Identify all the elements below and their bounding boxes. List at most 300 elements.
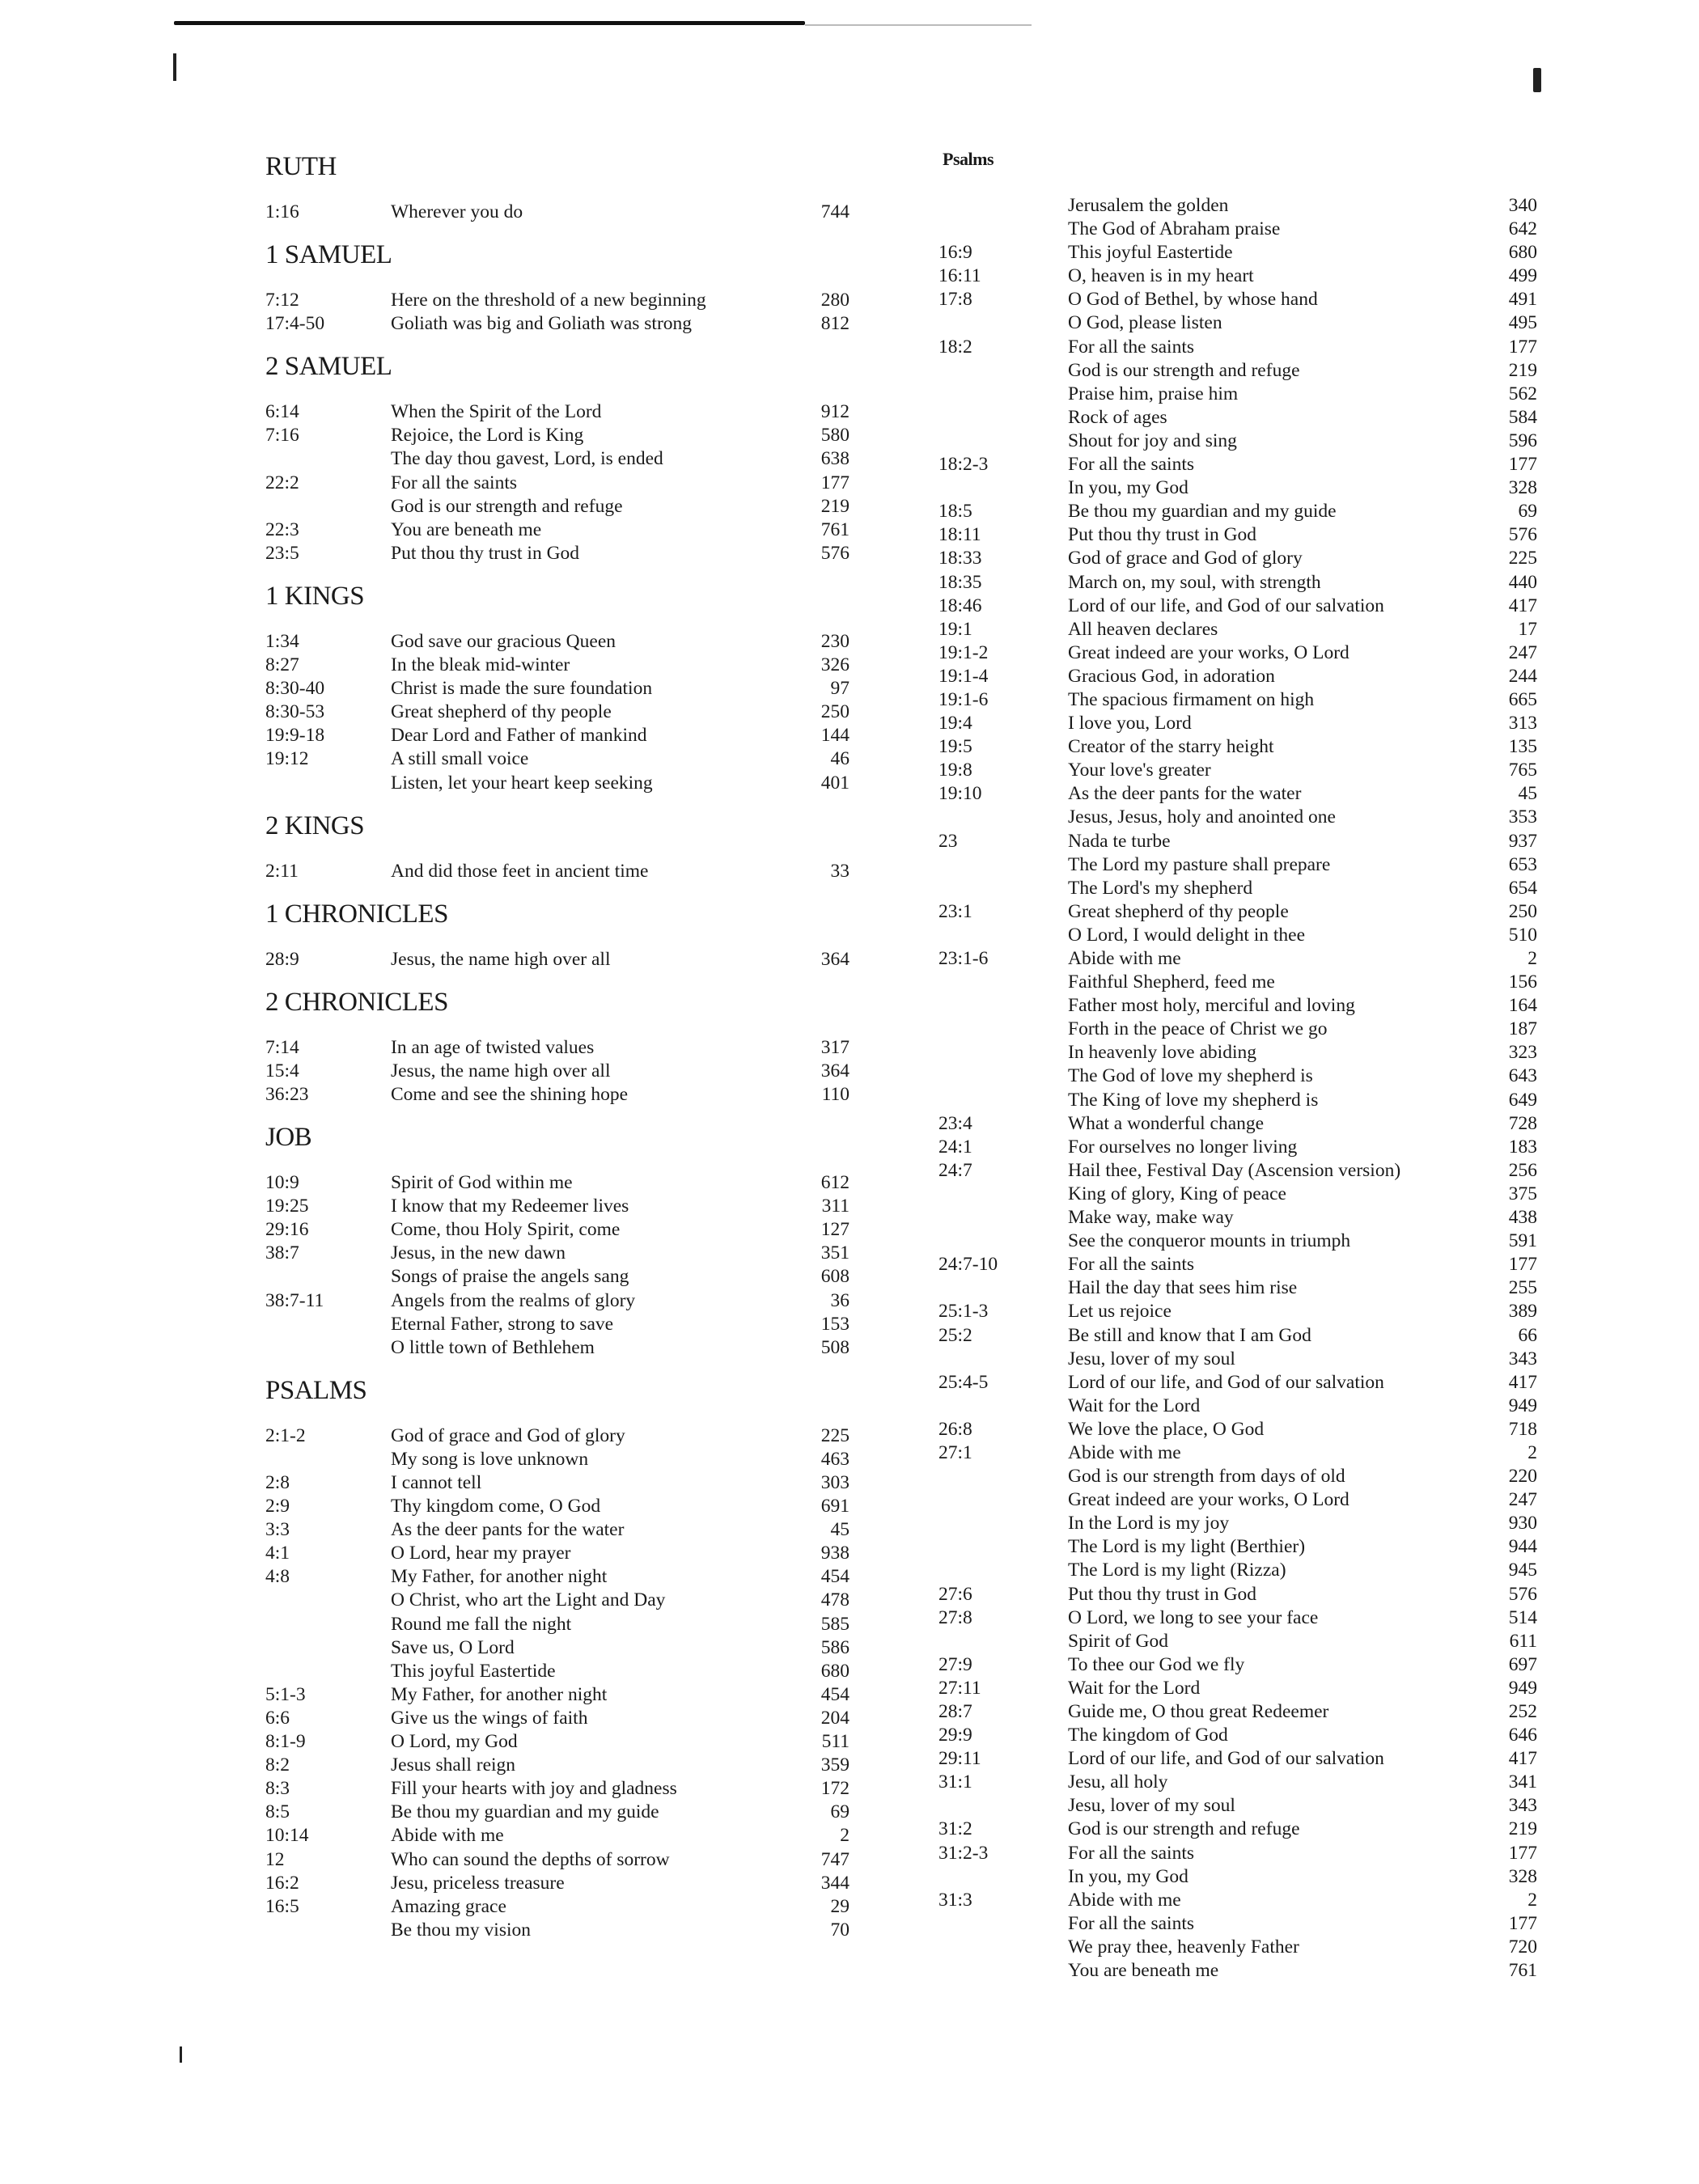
hymn-number: 596: [1508, 430, 1537, 451]
scripture-ref: 27:9: [938, 1653, 972, 1675]
hymn-title: Jesus shall reign: [391, 1754, 516, 1776]
hymn-number: 244: [1508, 665, 1537, 687]
hymn-number: 328: [1508, 1865, 1537, 1887]
hymn-number: 576: [820, 542, 850, 564]
scripture-ref: 5:1-3: [265, 1683, 306, 1705]
index-row: [265, 1589, 864, 1612]
hymn-number: 156: [1508, 971, 1537, 993]
hymn-title: As the deer pants for the water: [391, 1519, 625, 1541]
hymn-title: O Christ, who art the Light and Day: [391, 1589, 666, 1611]
hymn-title: This joyful Eastertide: [391, 1660, 556, 1682]
hymn-title: Round me fall the night: [391, 1613, 572, 1635]
scripture-ref: 19:25: [265, 1196, 309, 1217]
hymn-title: In you, my God: [1068, 477, 1188, 499]
hymn-number: 97: [830, 678, 850, 700]
hymn-title: Lord of our life, and God of our salvation: [1068, 1748, 1384, 1770]
hymn-number: 646: [1508, 1725, 1537, 1746]
hymn-number: 945: [1508, 1560, 1537, 1581]
index-row: [265, 495, 864, 518]
scripture-ref: 16:5: [265, 1895, 299, 1917]
hymn-title: Spirit of God: [1068, 1630, 1169, 1652]
index-row: [265, 1060, 864, 1083]
scripture-ref: 25:1-3: [938, 1301, 989, 1323]
hymn-number: 351: [820, 1242, 850, 1264]
index-row: [938, 665, 1553, 688]
hymn-number: 230: [820, 630, 850, 652]
scripture-ref: 18:33: [938, 548, 982, 569]
index-row: [938, 523, 1553, 547]
index-row: [265, 312, 864, 336]
hymn-number: 491: [1508, 289, 1537, 311]
index-row: [265, 677, 864, 700]
hymn-number: 478: [820, 1589, 850, 1611]
index-row: [265, 289, 864, 312]
index-row: [265, 654, 864, 677]
hymn-number: 328: [1508, 477, 1537, 499]
index-row: [938, 218, 1553, 241]
index-row: [938, 1936, 1553, 1959]
index-row: [938, 1089, 1553, 1112]
hymn-number: 313: [1508, 713, 1537, 734]
index-row: [265, 1218, 864, 1242]
hymn-number: 317: [820, 1036, 850, 1058]
hymn-number: 70: [830, 1919, 850, 1941]
book-section: [265, 239, 864, 336]
hymn-number: 375: [1508, 1183, 1537, 1204]
hymn-title: For all the saints: [1068, 336, 1194, 358]
hymn-title: Abide with me: [1068, 1889, 1181, 1911]
index-row: [938, 971, 1553, 994]
hymn-title: God save our gracious Queen: [391, 630, 616, 652]
index-row: [265, 1495, 864, 1518]
scripture-ref: 29:9: [938, 1725, 972, 1746]
hymn-title: Angels from the realms of glory: [391, 1289, 636, 1311]
hymn-number: 584: [1508, 406, 1537, 428]
scripture-ref: 19:4: [938, 713, 972, 734]
index-row: [938, 288, 1553, 311]
scripture-ref: 19:12: [265, 748, 309, 770]
hymn-title: For ourselves no longer living: [1068, 1136, 1298, 1158]
index-row: [938, 1818, 1553, 1841]
scripture-ref: 8:30-53: [265, 701, 325, 723]
index-row: [938, 241, 1553, 265]
hymn-title: Gracious God, in adoration: [1068, 665, 1275, 687]
scripture-ref: 16:11: [938, 265, 981, 287]
hymn-title: God is our strength and refuge: [391, 495, 623, 517]
hymn-title: For all the saints: [391, 472, 517, 493]
index-row: [938, 406, 1553, 430]
scripture-ref: 28:7: [938, 1701, 972, 1722]
hymn-title: As the deer pants for the water: [1068, 783, 1302, 805]
margin-mark-right: [1533, 68, 1541, 92]
index-row: [265, 772, 864, 795]
index-row: [265, 747, 864, 771]
hymn-number: 29: [830, 1895, 850, 1917]
hymn-title: Jesus, in the new dawn: [391, 1242, 566, 1264]
index-row: [938, 1441, 1553, 1465]
hymn-number: 576: [1508, 524, 1537, 546]
hymn-number: 937: [1508, 830, 1537, 852]
hymn-title: O, heaven is in my heart: [1068, 265, 1254, 287]
scripture-ref: 17:4-50: [265, 313, 325, 335]
hymn-number: 944: [1508, 1536, 1537, 1558]
hymn-number: 326: [820, 654, 850, 676]
hymn-number: 401: [820, 772, 850, 794]
scripture-ref: 18:46: [938, 595, 982, 616]
hymn-title: Christ is made the sure foundation: [391, 678, 653, 700]
hymn-title: Jerusalem the golden: [1068, 195, 1229, 216]
index-row: [265, 1919, 864, 1942]
hymn-number: 225: [1508, 548, 1537, 569]
hymn-number: 580: [820, 425, 850, 447]
hymn-title: O Lord, we long to see your face: [1068, 1606, 1319, 1628]
index-row: [938, 947, 1553, 971]
hymn-number: 697: [1508, 1653, 1537, 1675]
index-row: [265, 201, 864, 224]
hymn-title: Jesus, Jesus, holy and anointed one: [1068, 806, 1336, 828]
hymn-number: 2: [840, 1825, 850, 1847]
hymn-number: 718: [1508, 1418, 1537, 1440]
index-row: [265, 1801, 864, 1824]
hymn-title: In the Lord is my joy: [1068, 1513, 1230, 1534]
index-row: [938, 1865, 1553, 1889]
index-row: [938, 1348, 1553, 1371]
hymn-title: All heaven declares: [1068, 618, 1218, 640]
hymn-title: Jesus, the name high over all: [391, 948, 611, 970]
hymn-number: 665: [1508, 688, 1537, 710]
hymn-number: 220: [1508, 1466, 1537, 1488]
hymn-number: 638: [820, 448, 850, 470]
index-row: [938, 476, 1553, 500]
hymn-title: God is our strength and refuge: [1068, 1818, 1300, 1840]
index-row: [265, 1195, 864, 1218]
hymn-number: 135: [1508, 736, 1537, 758]
hymn-title: Eternal Father, strong to save: [391, 1313, 614, 1335]
hymn-title: Hail the day that sees him rise: [1068, 1277, 1298, 1299]
hymn-number: 930: [1508, 1513, 1537, 1534]
hymn-title: Be thou my guardian and my guide: [1068, 501, 1337, 523]
hymn-title: Your love's greater: [1068, 760, 1211, 781]
hymn-number: 912: [820, 401, 850, 423]
index-row: [938, 900, 1553, 924]
scripture-ref: 19:1-4: [938, 665, 989, 687]
scripture-ref: 19:5: [938, 736, 972, 758]
hymn-number: 608: [820, 1266, 850, 1288]
index-row: [938, 1889, 1553, 1912]
index-row: [938, 1136, 1553, 1159]
hymn-number: 359: [820, 1754, 850, 1776]
hymn-title: Give us the wings of faith: [391, 1707, 588, 1729]
hymn-number: 649: [1508, 1089, 1537, 1111]
hymn-title: The spacious firmament on high: [1068, 688, 1315, 710]
index-row: [938, 1041, 1553, 1064]
hymn-title: My Father, for another night: [391, 1683, 608, 1705]
left-column: [265, 150, 864, 1942]
scripture-ref: 7:16: [265, 425, 299, 447]
index-row: [938, 1771, 1553, 1794]
hymn-number: 177: [1508, 336, 1537, 358]
index-row: [938, 430, 1553, 453]
index-row: [938, 1677, 1553, 1700]
index-row: [265, 1036, 864, 1060]
book-section: [265, 898, 864, 971]
hymn-title: Jesu, all holy: [1068, 1771, 1168, 1793]
scripture-ref: 25:2: [938, 1324, 972, 1346]
hymn-number: 45: [830, 1519, 850, 1541]
index-row: [938, 806, 1553, 829]
scripture-ref: 19:8: [938, 760, 972, 781]
hymn-number: 204: [820, 1707, 850, 1729]
index-row: [265, 1448, 864, 1471]
index-row: [265, 1777, 864, 1801]
hymn-number: 562: [1508, 383, 1537, 404]
hymn-title: I love you, Lord: [1068, 713, 1192, 734]
scripture-ref: 38:7: [265, 1242, 299, 1264]
index-row: [938, 735, 1553, 759]
hymn-number: 110: [821, 1083, 850, 1105]
hymn-number: 280: [820, 290, 850, 311]
index-row: [265, 1895, 864, 1919]
index-row: [938, 1159, 1553, 1183]
hymn-title: What a wonderful change: [1068, 1112, 1265, 1134]
hymn-title: Wait for the Lord: [1068, 1677, 1201, 1699]
index-row: [938, 1064, 1553, 1088]
index-row: [938, 1371, 1553, 1395]
hymn-title: Rock of ages: [1068, 406, 1167, 428]
hymn-title: Let us rejoice: [1068, 1301, 1172, 1323]
index-row: [938, 1183, 1553, 1206]
index-row: [938, 1253, 1553, 1276]
index-row: [938, 782, 1553, 806]
hymn-number: 69: [830, 1801, 850, 1823]
hymn-number: 252: [1508, 1701, 1537, 1722]
scripture-ref: 7:12: [265, 290, 299, 311]
index-row: [938, 1959, 1553, 1983]
hymn-title: Jesu, priceless treasure: [391, 1872, 565, 1894]
hymn-number: 127: [820, 1219, 850, 1241]
index-row: [265, 1730, 864, 1754]
hymn-number: 812: [820, 313, 850, 335]
index-row: [265, 860, 864, 883]
page-header: Psalms: [943, 149, 994, 169]
hymn-title: Listen, let your heart keep seeking: [391, 772, 653, 794]
hymn-number: 938: [820, 1543, 850, 1564]
index-row: [938, 830, 1553, 853]
hymn-title: Great indeed are your works, O Lord: [1068, 641, 1349, 663]
index-row: [265, 1636, 864, 1660]
book-heading: JOB: [265, 1123, 312, 1153]
hymn-title: Father most holy, merciful and loving: [1068, 995, 1355, 1017]
hymn-title: Wait for the Lord: [1068, 1395, 1201, 1416]
hymn-title: O Lord, I would delight in thee: [1068, 924, 1306, 946]
index-row: [265, 1242, 864, 1265]
index-row: [265, 1171, 864, 1195]
hymn-number: 680: [1508, 242, 1537, 264]
book-section: [265, 810, 864, 883]
scripture-ref: 22:3: [265, 518, 299, 540]
scripture-ref: 31:2-3: [938, 1842, 989, 1864]
hymn-number: 2: [1527, 1889, 1537, 1911]
index-row: [938, 453, 1553, 476]
hymn-number: 585: [820, 1613, 850, 1635]
hymn-number: 949: [1508, 1677, 1537, 1699]
hymn-number: 177: [1508, 1912, 1537, 1934]
hymn-number: 454: [820, 1566, 850, 1588]
scripture-ref: 8:1-9: [265, 1731, 306, 1753]
index-row: [265, 1707, 864, 1730]
hymn-title: O Lord, my God: [391, 1731, 518, 1753]
hymn-number: 2: [1527, 948, 1537, 969]
index-row: [938, 994, 1553, 1018]
hymn-number: 144: [820, 725, 850, 747]
scripture-ref: 1:16: [265, 201, 299, 222]
top-rule-faint: [805, 24, 1032, 26]
hymn-title: Dear Lord and Father of mankind: [391, 725, 647, 747]
book-section: [265, 986, 864, 1107]
scripture-ref: 4:8: [265, 1566, 290, 1588]
index-row: [938, 924, 1553, 947]
scripture-ref: 17:8: [938, 289, 972, 311]
index-row: [265, 447, 864, 471]
hymn-title: The kingdom of God: [1068, 1725, 1228, 1746]
hymn-title: Be thou my guardian and my guide: [391, 1801, 659, 1823]
hymn-number: 46: [830, 748, 850, 770]
scripture-ref: 31:3: [938, 1889, 972, 1911]
hymn-number: 177: [820, 472, 850, 493]
index-row: [265, 1265, 864, 1289]
scripture-ref: 36:23: [265, 1083, 309, 1105]
book-heading: RUTH: [265, 152, 337, 181]
hymn-number: 353: [1508, 806, 1537, 828]
hymn-title: Songs of praise the angels sang: [391, 1266, 629, 1288]
index-row: [938, 688, 1553, 712]
hymn-number: 417: [1508, 595, 1537, 616]
hymn-number: 417: [1508, 1748, 1537, 1770]
index-row: [938, 759, 1553, 782]
index-row: [938, 877, 1553, 900]
hymn-title: You are beneath me: [1068, 1960, 1219, 1982]
hymn-number: 511: [821, 1731, 850, 1753]
index-row: [265, 424, 864, 447]
index-row: [938, 1535, 1553, 1559]
hymn-title: Make way, make way: [1068, 1207, 1234, 1229]
hymn-title: Thy kingdom come, O God: [391, 1496, 601, 1517]
index-row: [265, 724, 864, 747]
hymn-title: Be thou my vision: [391, 1919, 531, 1941]
hymn-number: 438: [1508, 1207, 1537, 1229]
scripture-ref: 29:16: [265, 1219, 309, 1241]
hymn-number: 247: [1508, 641, 1537, 663]
index-row: [938, 194, 1553, 218]
index-row: [938, 1395, 1553, 1418]
hymn-title: We pray thee, heavenly Father: [1068, 1936, 1299, 1958]
hymn-title: For all the saints: [1068, 1912, 1194, 1934]
book-section: [265, 350, 864, 565]
hymn-title: You are beneath me: [391, 518, 542, 540]
scripture-ref: 26:8: [938, 1418, 972, 1440]
index-row: [265, 1424, 864, 1448]
right-column: [938, 194, 1553, 1983]
hymn-title: O little town of Bethlehem: [391, 1336, 595, 1358]
index-row: [265, 630, 864, 654]
index-row: [938, 1700, 1553, 1724]
top-rule: [174, 21, 805, 25]
index-row: [938, 1230, 1553, 1253]
scripture-ref: 2:11: [265, 860, 299, 882]
scripture-ref: 22:2: [265, 472, 299, 493]
book-heading: 1 CHRONICLES: [265, 899, 448, 929]
scripture-ref: 18:2-3: [938, 454, 989, 476]
index-row: [938, 1653, 1553, 1677]
hymn-title: Abide with me: [391, 1825, 504, 1847]
scripture-ref: 31:2: [938, 1818, 972, 1840]
index-row: [938, 595, 1553, 618]
index-row: [938, 571, 1553, 595]
hymn-title: Lord of our life, and God of our salvation: [1068, 1371, 1384, 1393]
book-section: [265, 1374, 864, 1942]
hymn-number: 153: [820, 1313, 850, 1335]
scripture-ref: 8:3: [265, 1778, 290, 1800]
scripture-ref: 24:7-10: [938, 1254, 998, 1276]
hymn-title: Hail thee, Festival Day (Ascension version): [1068, 1159, 1401, 1181]
hymn-title: Great indeed are your works, O Lord: [1068, 1489, 1349, 1511]
index-row: [265, 1518, 864, 1542]
hymn-title: Forth in the peace of Christ we go: [1068, 1018, 1328, 1040]
index-row: [938, 1747, 1553, 1771]
hymn-title: In you, my God: [1068, 1865, 1188, 1887]
hymn-title: The God of Abraham praise: [1068, 218, 1281, 240]
hymn-title: Amazing grace: [391, 1895, 506, 1917]
hymn-number: 2: [1527, 1441, 1537, 1463]
scripture-ref: 29:11: [938, 1748, 981, 1770]
index-row: [938, 1606, 1553, 1630]
hymn-number: 172: [820, 1778, 850, 1800]
hymn-title: The Lord's my shepherd: [1068, 877, 1253, 899]
hymn-title: King of glory, King of peace: [1068, 1183, 1286, 1204]
index-row: [938, 1630, 1553, 1653]
hymn-number: 343: [1508, 1348, 1537, 1369]
index-row: [265, 700, 864, 724]
index-row: [938, 336, 1553, 359]
scripture-ref: 27:6: [938, 1583, 972, 1605]
scripture-ref: 10:14: [265, 1825, 309, 1847]
hymn-number: 219: [820, 495, 850, 517]
scripture-ref: 23: [938, 830, 958, 852]
index-row: [265, 1613, 864, 1636]
index-row: [938, 1324, 1553, 1348]
index-row: [938, 1465, 1553, 1488]
hymn-title: The God of love my shepherd is: [1068, 1065, 1313, 1087]
hymn-title: Great shepherd of thy people: [1068, 900, 1289, 922]
book-section: [265, 150, 864, 224]
scripture-ref: 18:2: [938, 336, 972, 358]
book-heading: 2 KINGS: [265, 811, 365, 840]
scripture-ref: 27:1: [938, 1441, 972, 1463]
hymn-title: For all the saints: [1068, 454, 1194, 476]
hymn-number: 765: [1508, 760, 1537, 781]
hymn-title: The Lord my pasture shall prepare: [1068, 853, 1331, 875]
index-row: [938, 1488, 1553, 1512]
index-row: [938, 311, 1553, 335]
hymn-title: Nada te turbe: [1068, 830, 1171, 852]
hymn-title: Who can sound the depths of sorrow: [391, 1848, 670, 1870]
scripture-ref: 7:14: [265, 1036, 299, 1058]
hymn-title: To thee our God we fly: [1068, 1653, 1245, 1675]
hymn-title: Shout for joy and sing: [1068, 430, 1237, 451]
scripture-ref: 23:4: [938, 1112, 972, 1134]
scripture-ref: 8:5: [265, 1801, 290, 1823]
hymn-number: 225: [820, 1424, 850, 1446]
